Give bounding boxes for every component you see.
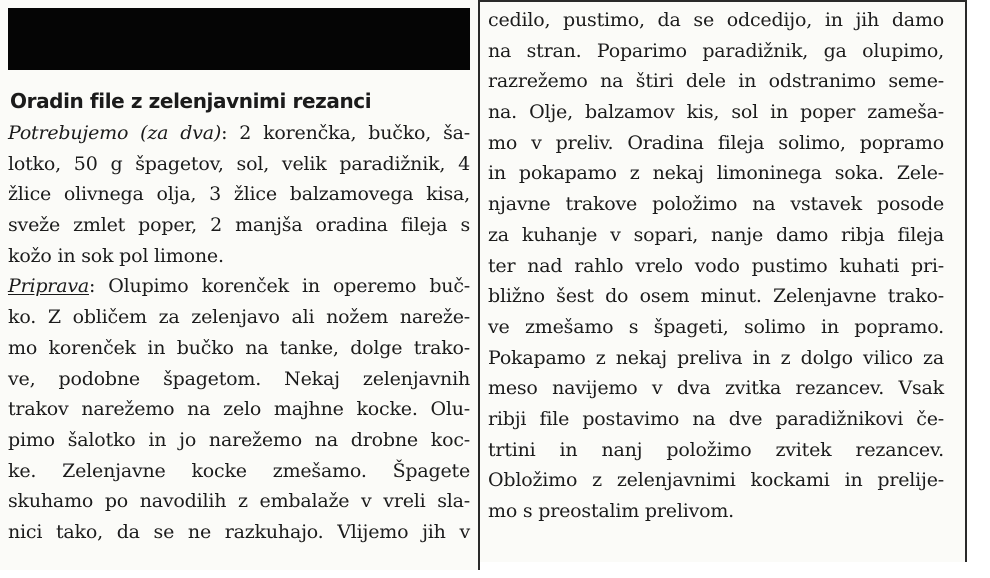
line-text: ve, podobne špagetom. Nekaj zelenjavnih bbox=[8, 367, 470, 390]
text-line: ve zmešamo s špageti, solimo in popramo. bbox=[488, 315, 944, 338]
line-text: trakov narežemo na zelo majhne kocke. Olu- bbox=[8, 398, 470, 421]
text-line: meso navijemo v dva zvitka rezancev. Vsak bbox=[488, 377, 944, 400]
text-line: Pokapamo z nekaj preliva in z dolgo vilico za bbox=[488, 346, 944, 369]
text-line bbox=[8, 149, 470, 180]
text-line: na. Olje, balzamov kis, sol in poper zameša- bbox=[488, 101, 944, 124]
line-text: ke. Zelenjavne kocke zmešamo. Špagete bbox=[8, 459, 470, 482]
text-line bbox=[8, 364, 470, 395]
text-line bbox=[8, 241, 470, 272]
text-line: razrežemo na štiri dele in odstranimo seme- bbox=[488, 70, 944, 93]
line-text: ko. Z obličem za zelenjavo ali nožem nareže- bbox=[8, 306, 470, 329]
line-text: : 2 korenčka, bučko, ša- bbox=[221, 122, 470, 144]
text-line: cedilo, pustimo, da se odcedijo, in jih damo bbox=[488, 9, 944, 31]
text-line bbox=[8, 394, 470, 425]
text-line bbox=[8, 517, 470, 548]
text-line bbox=[8, 456, 470, 487]
line-text: mo korenček in bučko na tanke, dolge trako- bbox=[8, 336, 470, 359]
text-line: na stran. Poparimo paradižnik, ga olupimo, bbox=[488, 39, 944, 62]
text-line: in pokapamo z nekaj limoninega soka. Zele- bbox=[488, 162, 944, 185]
redaction-block bbox=[8, 8, 470, 70]
text-line: njavne trakove položimo na vstavek posode bbox=[488, 193, 944, 216]
text-line: za kuhanje v sopari, nanje damo ribja fileja bbox=[488, 223, 944, 246]
text-line: ribji file postavimo na dve paradižnikovi če- bbox=[488, 407, 944, 430]
text-line: bližno šest do osem minut. Zelenjavne trako- bbox=[488, 285, 944, 308]
text-line: Obložimo z zelenjavnimi kockami in prelije- bbox=[488, 469, 944, 492]
line-text: : Olupimo korenček in operemo buč- bbox=[88, 275, 470, 298]
text-line bbox=[8, 179, 470, 210]
line-text: sveže zmlet poper, 2 manjša oradina fileja s bbox=[8, 214, 470, 237]
line-text: pimo šalotko in jo narežemo na drobne koc- bbox=[8, 428, 470, 451]
text-line bbox=[8, 333, 470, 364]
text-line bbox=[8, 118, 470, 149]
recipe-title: Oradin file z zelenjavnimi rezanci bbox=[10, 89, 372, 113]
text-line bbox=[8, 486, 470, 517]
line-text: kožo in sok pol limone. bbox=[8, 244, 224, 267]
text-line bbox=[8, 271, 470, 302]
text-line bbox=[8, 210, 470, 241]
text-line: mo s preostalim prelivom. bbox=[488, 500, 735, 522]
text-line bbox=[8, 425, 470, 456]
line-text: skuhamo po navodilih z embalaže v vreli sla- bbox=[8, 490, 470, 513]
line-text: lotko, 50 g špagetov, sol, velik paradižnik, 4 bbox=[8, 152, 470, 175]
right-column-text bbox=[488, 5, 944, 527]
paragraph-lead: Priprava bbox=[8, 275, 89, 298]
text-line: ter nad rahlo vrelo vodo pustimo kuhati pri- bbox=[488, 254, 944, 277]
text-line: mo v preliv. Oradina fileja solimo, popramo bbox=[488, 131, 944, 154]
text-line: trtini in nanj položimo zvitek rezancev. bbox=[488, 438, 944, 461]
line-text: žlice olivnega olja, 3 žlice balzamovega kisa, bbox=[8, 183, 470, 206]
line-text: nici tako, da se ne razkuhajo. Vlijemo jih v bbox=[8, 520, 470, 543]
paragraph-lead: Potrebujemo (za dva) bbox=[8, 122, 222, 144]
left-column-text bbox=[8, 118, 470, 548]
text-line bbox=[8, 302, 470, 333]
